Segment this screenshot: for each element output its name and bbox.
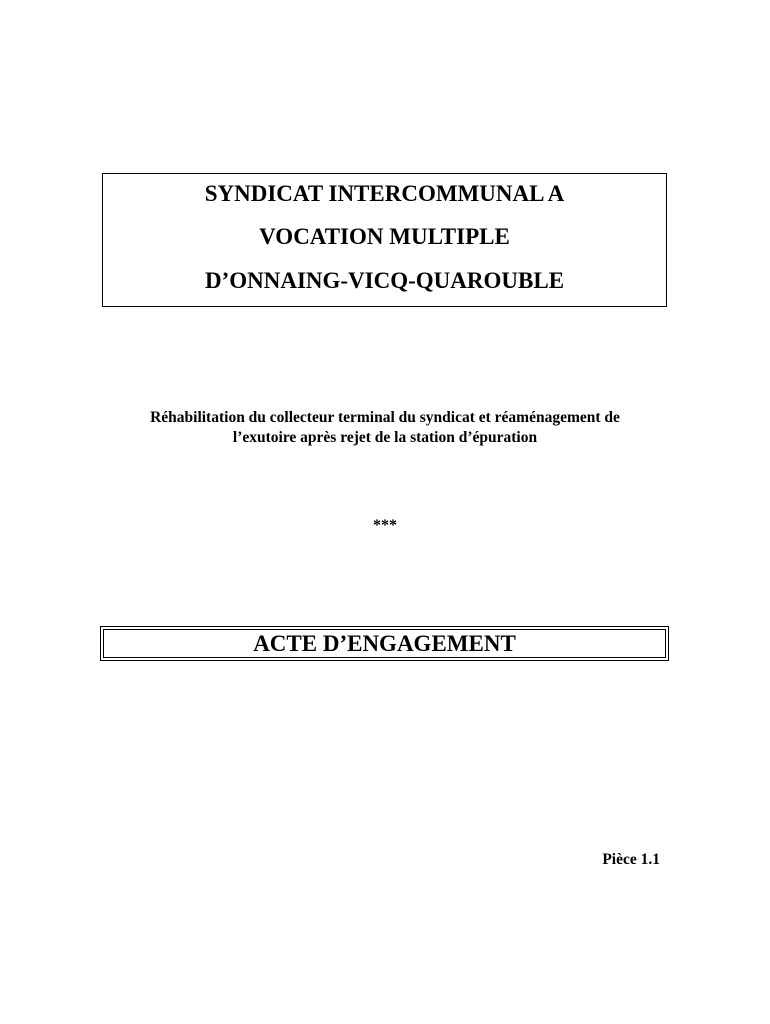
- issuer-header-box: [102, 173, 667, 307]
- section-separator: ***: [373, 517, 397, 534]
- issuer-name-line-1: SYNDICAT INTERCOMMUNAL A: [204, 181, 565, 206]
- document-title-inner-frame: [103, 629, 666, 658]
- document-title: ACTE D’ENGAGEMENT: [253, 630, 516, 656]
- issuer-name-line-3: D’ONNAING-VICQ-QUAROUBLE: [204, 268, 565, 293]
- project-title-line-2: l’exutoire après rejet de la station d’épuration: [232, 429, 538, 446]
- project-title-line-1: Réhabilitation du collecteur terminal du syndicat et réaménagement de: [150, 409, 620, 426]
- project-title: [80, 408, 690, 448]
- document-title-box: [100, 626, 669, 661]
- piece-reference: Pièce 1.1: [602, 851, 660, 868]
- issuer-name-line-2: VOCATION MULTIPLE: [259, 224, 510, 249]
